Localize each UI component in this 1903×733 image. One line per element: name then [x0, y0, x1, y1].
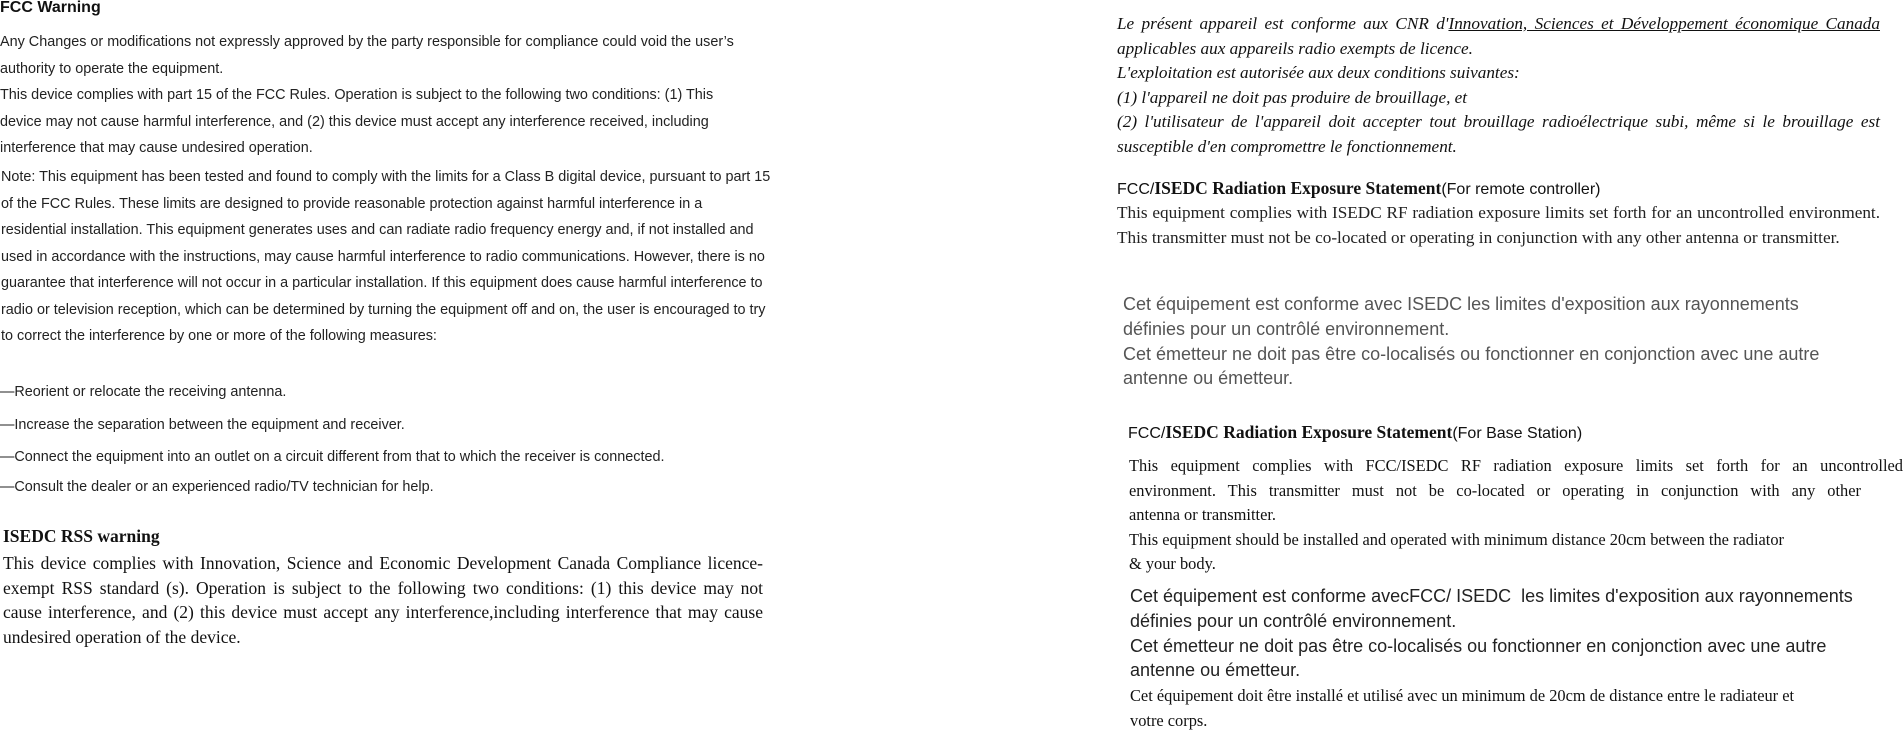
- base-fr-line1: Cet équipement est conforme avecFCC/ ISEDC les limites d'exposition aux rayonnements: [1130, 584, 1900, 609]
- measure-item-consult: —Consult the dealer or an experienced radio/TV technician for help.: [0, 479, 434, 495]
- remote-fr-line3: Cet émetteur ne doit pas être co-localisés ou fonctionner en conjonction avec une autre: [1123, 342, 1893, 367]
- remote-heading-title: ISEDC Radiation Exposure Statement: [1154, 178, 1441, 198]
- base-body-line3: antenna or transmitter.: [1129, 503, 1903, 528]
- french-cnr-lead: Le présent appareil est conforme aux CNR d': [1117, 14, 1448, 33]
- french-cnr-line3: (1) l'appareil ne doit pas produire de brouillage, et: [1117, 88, 1467, 107]
- remote-heading-suffix: (For remote controller): [1441, 181, 1600, 198]
- base-heading-prefix: FCC/: [1128, 425, 1165, 442]
- fcc-paragraph-modifications: Any Changes or modifications not expressly approved by the party responsible for compliance could void the user’s authority to operate the equipment.: [0, 29, 760, 82]
- remote-heading-prefix: FCC/: [1117, 181, 1154, 198]
- fcc-note-paragraph: Note: This equipment has been tested and found to comply with the limits for a Class B digital device, pursuant to part 15 of the FCC Rules. These limits are designed to provide reasonable protection against harmful interference in a residential installation. This equipment generates uses and can radiate radio frequency energy and, if not installed and used in accordance with the instructions, may cause harmful interference to radio communications. However, there is no guarantee that interference will not occur in a particular installation. If this equipment does cause harmful interference to radio or television reception, which can be determined by turning the equipment off and on, the user is encouraged to try to correct the interference by one or more of the following measures:: [1, 164, 771, 350]
- french-cnr-statement: [1117, 12, 1880, 160]
- measure-item-outlet: —Connect the equipment into an outlet on a circuit different from that to which the receiver is connected.: [0, 449, 664, 465]
- base-fr-line3: Cet émetteur ne doit pas être co-localisés ou fonctionner en conjonction avec une autre: [1130, 634, 1900, 659]
- base-station-french: [1130, 584, 1900, 683]
- remote-fr-line4: antenne ou émetteur.: [1123, 366, 1893, 391]
- french-cnr-ised-link: Innovation, Sciences et Développement économique Canada: [1448, 14, 1880, 33]
- base-body-line1: This equipment complies with FCC/ISEDC RF radiation exposure limits set forth for an uncontrolled: [1129, 454, 1903, 479]
- base-fr-line5: Cet équipement doit être installé et utilisé avec un minimum de 20cm de distance entre le radiateur et: [1130, 684, 1903, 709]
- base-station-heading: [1128, 422, 1582, 443]
- remote-controller-heading: [1117, 178, 1600, 199]
- remote-controller-body: This equipment complies with ISEDC RF radiation exposure limits set forth for an uncontrolled environment. This transmitter must not be co-located or operating in conjunction with any other antenna or transmitter.: [1117, 201, 1880, 250]
- french-cnr-rest: applicables aux appareils radio exempts de licence.: [1117, 39, 1473, 58]
- measure-item-reorient: —Reorient or relocate the receiving antenna.: [0, 384, 286, 400]
- base-station-french-distance: [1130, 684, 1903, 733]
- base-fr-line6: votre corps.: [1130, 709, 1903, 733]
- base-body-line2: environment. This transmitter must not be co-located or operating in conjunction with any other: [1129, 479, 1861, 504]
- remote-controller-french: [1123, 292, 1893, 391]
- fcc-paragraph-part15: This device complies with part 15 of the FCC Rules. Operation is subject to the following two conditions: (1) This device may not cause harmful interference, and (2) this device must accept any interference received, including interference that may cause undesired operation.: [0, 82, 742, 162]
- base-station-body: [1129, 454, 1903, 577]
- french-cnr-line4: (2) l'utilisateur de l'appareil doit accepter tout brouillage radioélectrique subi, même si le brouillage est susceptible d'en compromettre le fonctionnement.: [1117, 112, 1880, 156]
- isedc-rss-title: ISEDC RSS warning: [3, 526, 160, 547]
- french-cnr-line2: L'exploitation est autorisée aux deux conditions suivantes:: [1117, 63, 1520, 82]
- base-heading-suffix: (For Base Station): [1452, 425, 1582, 442]
- fcc-warning-title: FCC Warning: [0, 0, 101, 17]
- base-heading-title: ISEDC Radiation Exposure Statement: [1165, 422, 1452, 442]
- remote-fr-line2: définies pour un contrôlé environnement.: [1123, 317, 1893, 342]
- isedc-rss-body: This device complies with Innovation, Science and Economic Development Canada Compliance licence-exempt RSS standard (s). Operation is subject to the following two conditions: (1) this device may not cause interference, and (2) this device must accept any interference,including interference that may cause undesired operation of the device.: [3, 551, 763, 649]
- base-fr-line4: antenne ou émetteur.: [1130, 658, 1900, 683]
- base-distance-line2: & your body.: [1129, 552, 1903, 577]
- base-fr-line2: définies pour un contrôlé environnement.: [1130, 609, 1900, 634]
- remote-fr-line1: Cet équipement est conforme avec ISEDC les limites d'exposition aux rayonnements: [1123, 292, 1893, 317]
- base-distance-line1: This equipment should be installed and operated with minimum distance 20cm between the radiator: [1129, 528, 1903, 553]
- measure-item-separation: —Increase the separation between the equipment and receiver.: [0, 417, 405, 433]
